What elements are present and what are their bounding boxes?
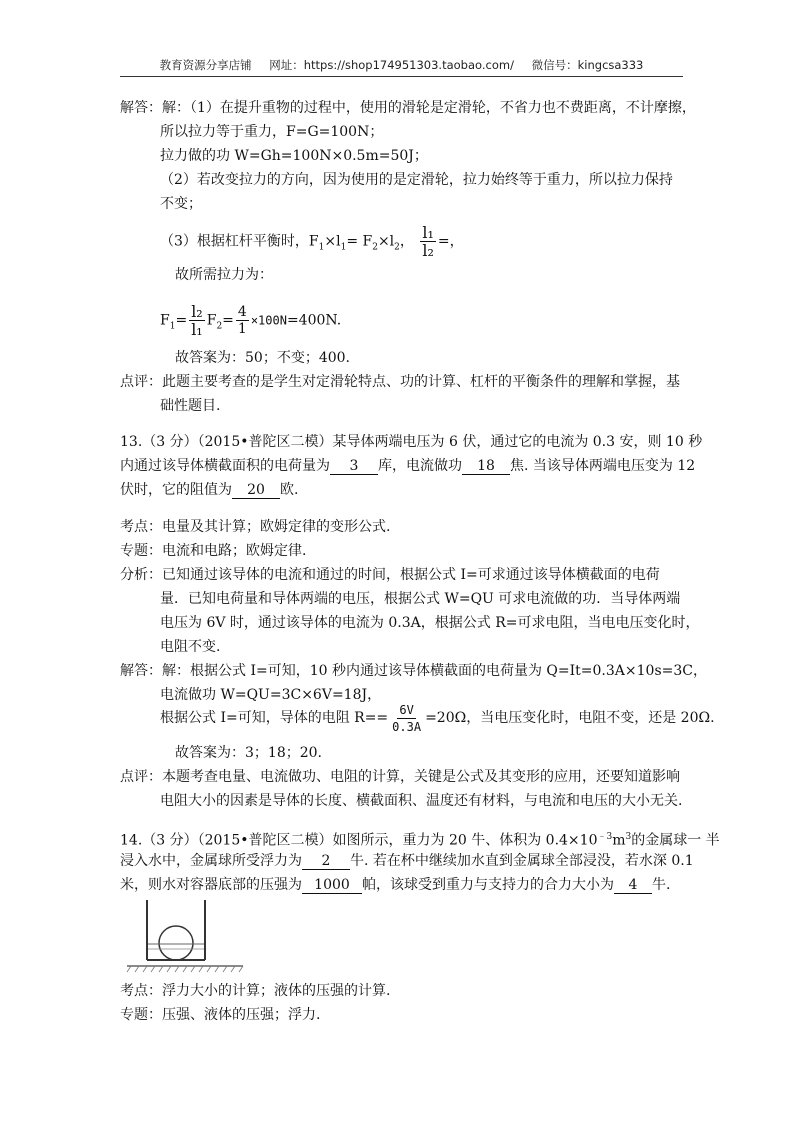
q12-lever-equation: （3）根据杠杆平衡时，$F_1\times l_1= F_2\times l_2$， $\frac{\text{l₁}}{\text{l₂}}$ =， [160,223,464,260]
q14-zhuanti: 专题：压强、液体的压强；浮力. [120,1007,321,1023]
q12-answer-line-4: （2）若改变拉力的方向，因为使用的是定滑轮，拉力始终等于重力，所以拉力保持 [160,172,673,188]
q12-comment-line-1: 点评：此题主要考查的是学生对定滑轮特点、功的计算、杠杆的平衡条件的理解和掌握，基 [120,374,680,390]
q12-force-calc: $F_1=$ $\frac{\text{l₂}}{\text{l₁}}$ $F_2=$ $\frac{4}{1}$ ×100N=400N. [160,302,342,339]
q12-answer-line-5: 不变； [160,196,202,212]
metal-sphere [159,926,193,960]
table-hatching [127,966,243,972]
q14-blank-3: 4 [614,877,652,894]
length-ratio-fraction: $\frac{\text{l₂}}{\text{l₁}}$ [191,302,203,339]
q12-final-answer: 故答案为：50；不变；400. [175,350,350,366]
value-fraction: $\frac{4}{1}$ [237,304,247,337]
page-header [120,57,683,73]
q12-force-intro: 故所需拉力为： [175,267,273,283]
resistance-fraction: $\frac{6V}{0.3A}$ [392,702,422,734]
q14-blank-1: 2 [302,853,350,870]
shop-url[interactable]: 网址：https://shop174951303.taobao.com/ [269,58,514,72]
q13-analysis-2: 量．已知电荷量和导体两端的电压，根据公式 W=QU 可求电流做的功．当导体两端 [160,591,681,607]
q14-stem-line-3: 米，则水对容器底部的压强为 1000 帕，该球受到重力与支持力的合力大小为 4 牛. [120,877,671,893]
q13-solution-3: 根据公式 I=可知，导体的电阻 R== $\frac{6V}{0.3A}$ =20Ω，当电压变化时，电阻不变，还是 20Ω. [160,702,715,734]
wechat-id: 微信号：kingcsa333 [531,58,644,72]
q12-answer-line-1: 解答：解：（1）在提升重物的过程中，使用的滑轮是定滑轮，不省力也不费距离，不计摩擦， [120,100,696,116]
q14-stem-line-1: 14.（3 分）（2015•普陀区二模）如图所示，重力为 20 牛、体积为 $0.4\times 10^{﹣3}m^3$的金属球一 半 [120,832,720,849]
q13-final-answer: 故答案为：3；18；20. [175,745,322,761]
q12-answer-line-3: 拉力做的功 W=Gh=100N×0.5m=50J； [160,148,428,164]
q13-zhuanti: 专题：电流和电路；欧姆定律. [120,543,307,559]
shop-name: 教育资源分享店铺 [159,58,252,72]
q12-answer-line-2: 所以拉力等于重力，F=G=100N； [160,124,384,140]
sphere-in-cup-figure [125,898,245,976]
q14-kaodian: 考点：浮力大小的计算；液体的压强的计算. [120,983,391,999]
q13-comment-2: 电阻大小的因素是导体的长度、横截面积、温度还有材料，与电流和电压的大小无关. [160,793,683,809]
q13-blank-1: 3 [330,458,378,475]
ratio-fraction: $\frac{\text{l₁}}{\text{l₂}}$ [422,223,434,260]
header-divider [120,76,683,77]
q13-analysis-3: 电压为 6V 时，通过该导体的电流为 0.3A，根据公式 R=可求电阻，当电电压变化时， [160,615,700,631]
q13-stem-line-3: 伏时，它的阻值为 20 欧. [120,482,299,498]
q14-blank-2: 1000 [302,877,362,894]
q13-stem-line-1: 13.（3 分）（2015•普陀区二模）某导体两端电压为 6 伏，通过它的电流为 0.3 安，则 10 秒 [120,434,703,450]
q13-blank-2: 18 [462,458,510,475]
q13-blank-3: 20 [232,482,280,499]
q13-solution-1: 解答：解：根据公式 I=可知，10 秒内通过该导体横截面的电荷量为 Q=It=0.3A×10s=3C， [120,663,707,679]
q14-stem-line-2: 浸入水中，金属球所受浮力为 2 牛. 若在杯中继续加水直到金属球全部浸没，若水深 0.1 [120,853,694,869]
q13-comment-1: 点评：本题考查电量、电流做功、电阻的计算，关键是公式及其变形的应用，还要知道影响 [120,769,680,785]
q13-analysis-4: 电阻不变. [160,639,221,655]
q13-analysis-1: 分析：已知通过该导体的电流和通过的时间，根据公式 I=可求通过该导体横截面的电荷 [120,567,660,583]
q13-solution-2: 电流做功 W=QU=3C×6V=18J， [160,687,382,703]
q13-kaodian: 考点：电量及其计算；欧姆定律的变形公式. [120,519,391,535]
q12-comment-line-2: 础性题目. [160,398,221,414]
q13-stem-line-2: 内通过该导体横截面积的电荷量为 3 库，电流做功 18 焦. 当该导体两端电压变为 12 [120,458,696,474]
